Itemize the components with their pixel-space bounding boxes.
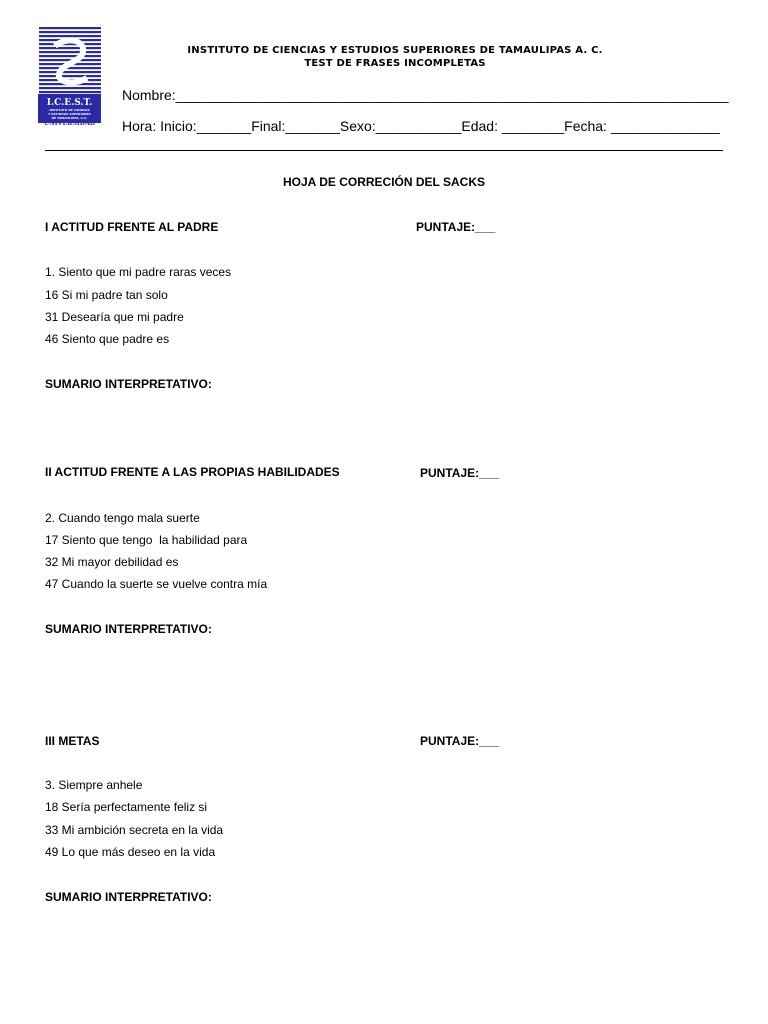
- institution-name: INSTITUTO DE CIENCIAS Y ESTUDIOS SUPERIORES DE TAMAULIPAS A. C.: [187, 45, 603, 56]
- university-logo: [37, 26, 102, 131]
- list-item: 47 Cuando la suerte se vuelve contra mía: [45, 577, 268, 591]
- list-item: 32 Mi mayor debilidad es: [45, 555, 179, 569]
- list-item: 16 Si mi padre tan solo: [45, 288, 168, 302]
- list-item: 49 Lo que más deseo en la vida: [45, 845, 216, 859]
- list-item: 31 Desearía que mi padre: [45, 310, 184, 324]
- section-title: I ACTITUD FRENTE AL PADRE: [45, 220, 219, 234]
- logo-acronym: I.C.E.S.T.: [46, 98, 93, 108]
- score-field: PUNTAJE:___: [416, 220, 496, 234]
- score-field: PUNTAJE:___: [420, 734, 500, 748]
- header-divider: [45, 150, 723, 151]
- nombre-field: Nombre:_______________________________________________________________________: [122, 87, 729, 103]
- section-title: III METAS: [45, 734, 100, 748]
- svg-text:INSTITUTO DE CIENCIAS: INSTITUTO DE CIENCIAS: [49, 108, 90, 112]
- score-field: PUNTAJE:___: [420, 466, 500, 480]
- list-item: 2. Cuando tengo mala suerte: [45, 511, 200, 525]
- list-item: 46 Siento que padre es: [45, 332, 170, 346]
- summary-label: SUMARIO INTERPRETATIVO:: [45, 377, 212, 391]
- list-item: 33 Mi ambición secreta en la vida: [45, 823, 224, 837]
- sheet-title: HOJA DE CORRECIÓN DEL SACKS: [282, 175, 486, 189]
- logo-bottom-text: UNIVERSIDAD: [43, 120, 96, 127]
- svg-text:DE TAMAULIPAS, A.C.: DE TAMAULIPAS, A.C.: [51, 116, 88, 120]
- summary-label: SUMARIO INTERPRETATIVO:: [45, 890, 212, 904]
- svg-text:Y ESTUDIOS SUPERIORES: Y ESTUDIOS SUPERIORES: [48, 112, 91, 116]
- info-fields: Hora: Inicio:_______Final:_______Sexo:___________Edad: ________Fecha: ______________: [122, 118, 720, 134]
- list-item: 18 Sería perfectamente feliz si: [45, 800, 208, 814]
- section-title: II ACTITUD FRENTE A LAS PROPIAS HABILIDADES: [45, 465, 340, 479]
- summary-label: SUMARIO INTERPRETATIVO:: [45, 622, 212, 636]
- list-item: 3. Siempre anhele: [45, 778, 143, 792]
- list-item: 1. Siento que mi padre raras veces: [45, 265, 232, 279]
- list-item: 17 Siento que tengo la habilidad para: [45, 533, 248, 547]
- test-name: TEST DE FRASES INCOMPLETAS: [304, 58, 486, 69]
